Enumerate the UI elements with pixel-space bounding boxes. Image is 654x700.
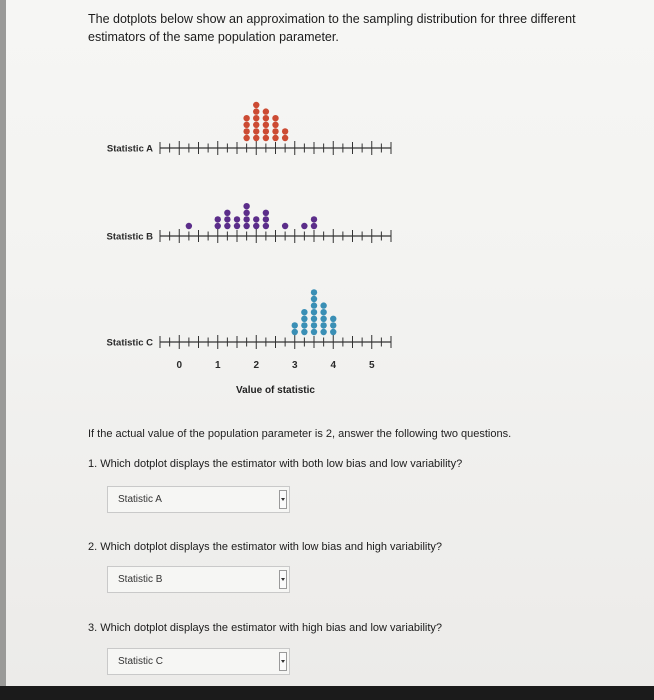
- data-dot: [272, 122, 278, 128]
- question-2-text: 2. Which dotplot displays the estimator with low bias and high variability?: [88, 541, 443, 553]
- data-dot: [292, 322, 298, 328]
- data-dot: [282, 135, 288, 141]
- data-dot: [253, 216, 259, 222]
- tick-label: 1: [214, 360, 221, 371]
- x-axis-title: Value of statistic: [236, 385, 315, 396]
- tick-label: 2: [253, 360, 260, 371]
- data-dot: [243, 223, 249, 229]
- data-dot: [311, 296, 317, 302]
- data-dot: [243, 216, 249, 222]
- question-3-selected-value: Statistic C: [118, 656, 164, 667]
- data-dot: [320, 309, 326, 315]
- data-dot: [311, 329, 317, 335]
- data-dot: [263, 122, 269, 128]
- data-dot: [311, 316, 317, 322]
- data-dot: [253, 102, 259, 108]
- data-dot: [292, 329, 298, 335]
- data-dot: [263, 216, 269, 222]
- data-dot: [243, 122, 249, 128]
- dotplot-label: Statistic B: [106, 231, 153, 243]
- data-dot: [253, 223, 259, 229]
- data-dot: [282, 223, 288, 229]
- data-dot: [320, 302, 326, 308]
- data-dot: [320, 316, 326, 322]
- data-dot: [243, 203, 249, 209]
- dropdown-arrow-icon[interactable]: [279, 652, 287, 671]
- question-1-selected-value: Statistic A: [118, 494, 162, 505]
- data-dot: [311, 216, 317, 222]
- data-dot: [320, 329, 326, 335]
- question-2-select[interactable]: [107, 566, 290, 593]
- data-dot: [301, 309, 307, 315]
- data-dot: [330, 329, 336, 335]
- data-dot: [330, 322, 336, 328]
- data-dot: [320, 322, 326, 328]
- data-dot: [311, 289, 317, 295]
- data-dot: [234, 223, 240, 229]
- data-dot: [215, 223, 221, 229]
- data-dot: [253, 135, 259, 141]
- data-dot: [224, 216, 230, 222]
- data-dot: [282, 128, 288, 134]
- data-dot: [301, 223, 307, 229]
- data-dot: [243, 210, 249, 216]
- data-dot: [253, 122, 259, 128]
- tick-label: 4: [330, 360, 337, 371]
- question-1-select[interactable]: [107, 486, 290, 513]
- data-dot: [272, 128, 278, 134]
- data-dot: [301, 329, 307, 335]
- question-3-text: 3. Which dotplot displays the estimator with high bias and low variability?: [88, 622, 443, 634]
- data-dot: [243, 128, 249, 134]
- dropdown-arrow-icon[interactable]: [279, 570, 287, 589]
- data-dot: [311, 302, 317, 308]
- data-dot: [234, 216, 240, 222]
- dotplot-label: Statistic A: [106, 143, 153, 155]
- question-3-select[interactable]: [107, 648, 290, 675]
- data-dot: [263, 135, 269, 141]
- data-dot: [253, 128, 259, 134]
- data-dot: [301, 316, 307, 322]
- data-dot: [311, 322, 317, 328]
- screen-bottom-edge: [0, 686, 654, 700]
- tick-label: 3: [291, 360, 298, 371]
- data-dot: [301, 322, 307, 328]
- data-dot: [311, 223, 317, 229]
- question-1-text: 1. Which dotplot displays the estimator with both low bias and low variability?: [88, 458, 463, 470]
- data-dot: [263, 115, 269, 121]
- data-dot: [224, 210, 230, 216]
- data-dot: [215, 216, 221, 222]
- question-2-selected-value: Statistic B: [118, 574, 163, 585]
- data-dot: [330, 316, 336, 322]
- intro-text: The dotplots below show an approximation to the sampling distribution for three different estimators of the same population parameter.: [88, 12, 576, 44]
- data-dot: [311, 309, 317, 315]
- data-dot: [243, 115, 249, 121]
- data-dot: [263, 210, 269, 216]
- data-dot: [253, 108, 259, 114]
- data-dot: [243, 135, 249, 141]
- prompt-text: If the actual value of the population parameter is 2, answer the following two questions.: [88, 428, 512, 440]
- data-dot: [263, 128, 269, 134]
- tick-label: 0: [176, 360, 183, 371]
- data-dot: [263, 108, 269, 114]
- data-dot: [253, 115, 259, 121]
- data-dot: [186, 223, 192, 229]
- data-dot: [263, 223, 269, 229]
- data-dot: [272, 135, 278, 141]
- tick-label: 5: [368, 360, 375, 371]
- data-dot: [224, 223, 230, 229]
- data-dot: [272, 115, 278, 121]
- dotplot-label: Statistic C: [106, 337, 153, 349]
- dropdown-arrow-icon[interactable]: [279, 490, 287, 509]
